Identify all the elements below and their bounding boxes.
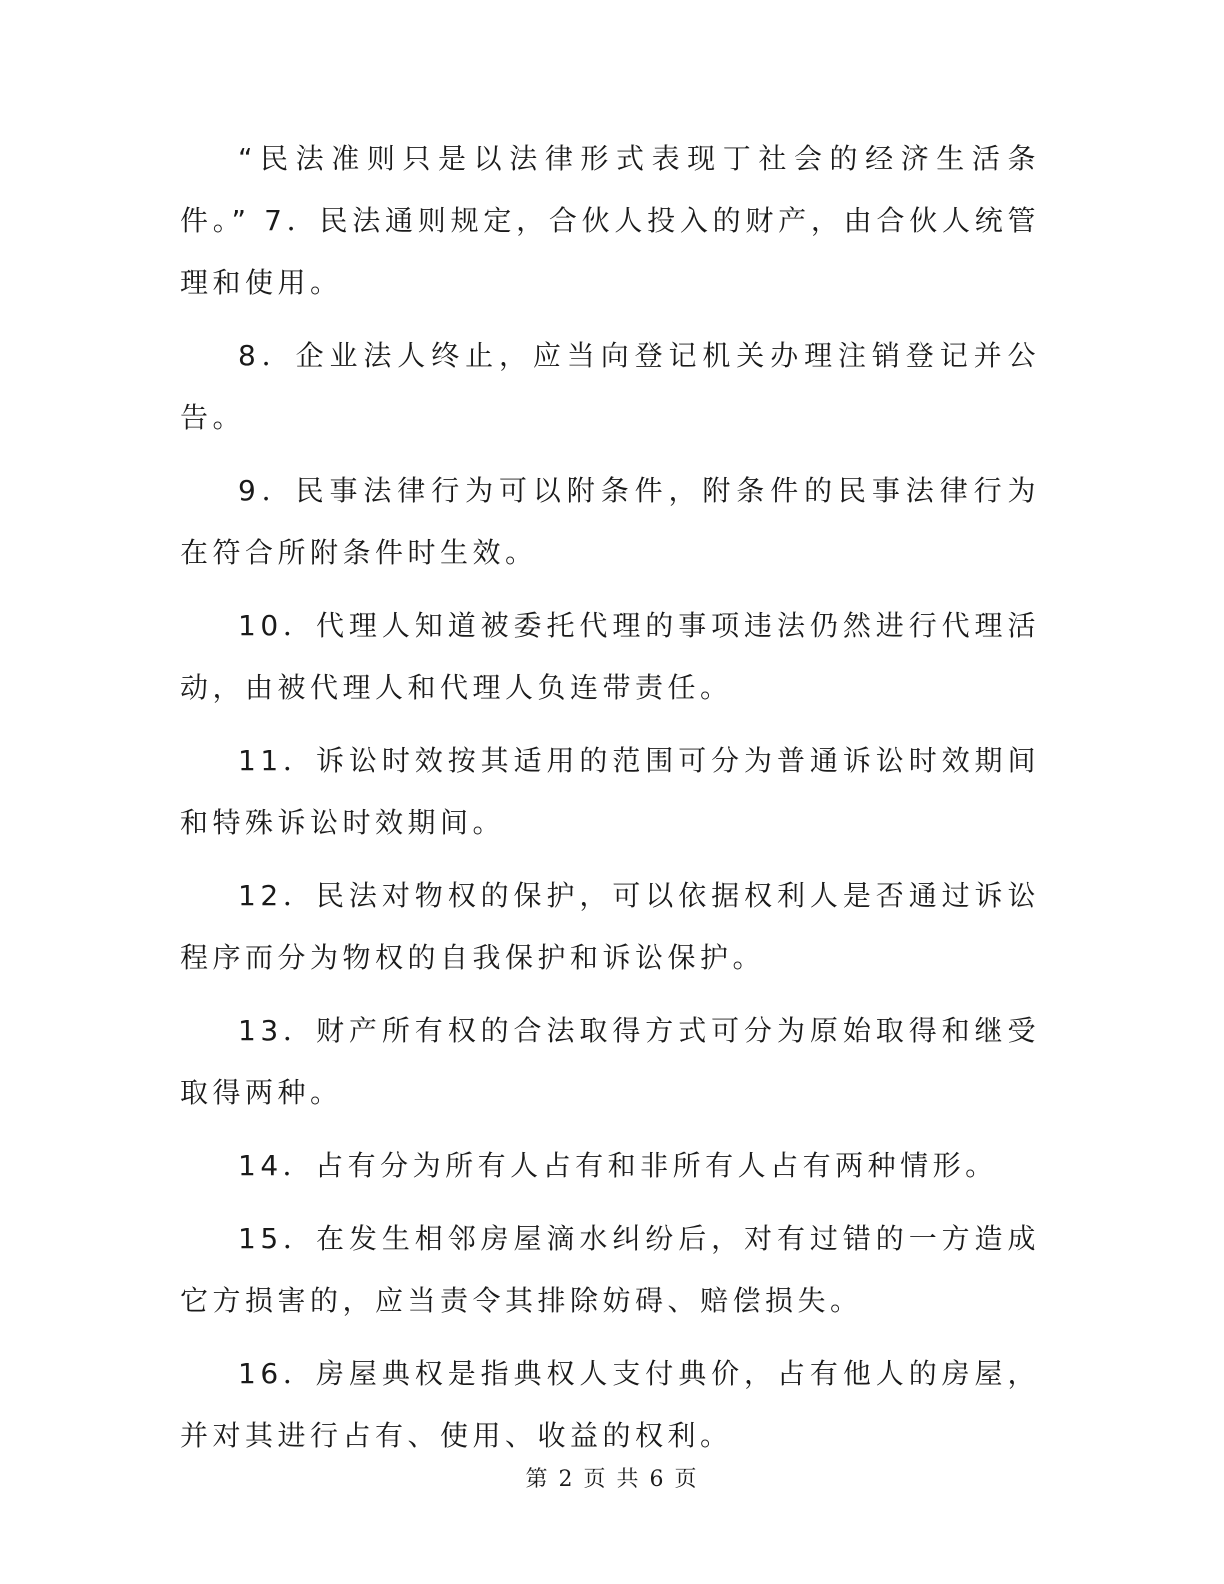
paragraph-10: 16．房屋典权是指典权人支付典价，占有他人的房屋，并对其进行占有、使用、收益的权利。 (180, 1357, 1040, 1452)
paragraph-4: 10．代理人知道被委托代理的事项违法仍然进行代理活动，由被代理人和代理人负连带责任。 (180, 609, 1040, 704)
paragraph-6: 12．民法对物权的保护，可以依据权利人是否通过诉讼程序而分为物权的自我保护和诉讼保护。 (180, 879, 1040, 974)
document-body (180, 128, 1040, 1478)
paragraph-8: 14．占有分为所有人占有和非所有人占有两种情形。 (238, 1149, 998, 1182)
paragraph-1: “民法准则只是以法律形式表现丁社会的经济生活条件。” 7．民法通则规定，合伙人投入的财产，由合伙人统管理和使用。 (180, 142, 1040, 299)
paragraph-5: 11．诉讼时效按其适用的范围可分为普通诉讼时效期间和特殊诉讼时效期间。 (180, 744, 1040, 839)
paragraph-7: 13．财产所有权的合法取得方式可分为原始取得和继受取得两种。 (180, 1014, 1040, 1109)
paragraph-9: 15．在发生相邻房屋滴水纠纷后，对有过错的一方造成它方损害的，应当责令其排除妨碍、赔偿损失。 (180, 1222, 1040, 1317)
paragraph-3: 9．民事法律行为可以附条件，附条件的民事法律行为在符合所附条件时生效。 (180, 474, 1040, 569)
page-number: 第 2 页 共 6 页 (525, 1467, 699, 1492)
paragraph-2: 8．企业法人终止，应当向登记机关办理注销登记并公告。 (180, 339, 1040, 434)
page-footer (0, 1462, 1224, 1493)
